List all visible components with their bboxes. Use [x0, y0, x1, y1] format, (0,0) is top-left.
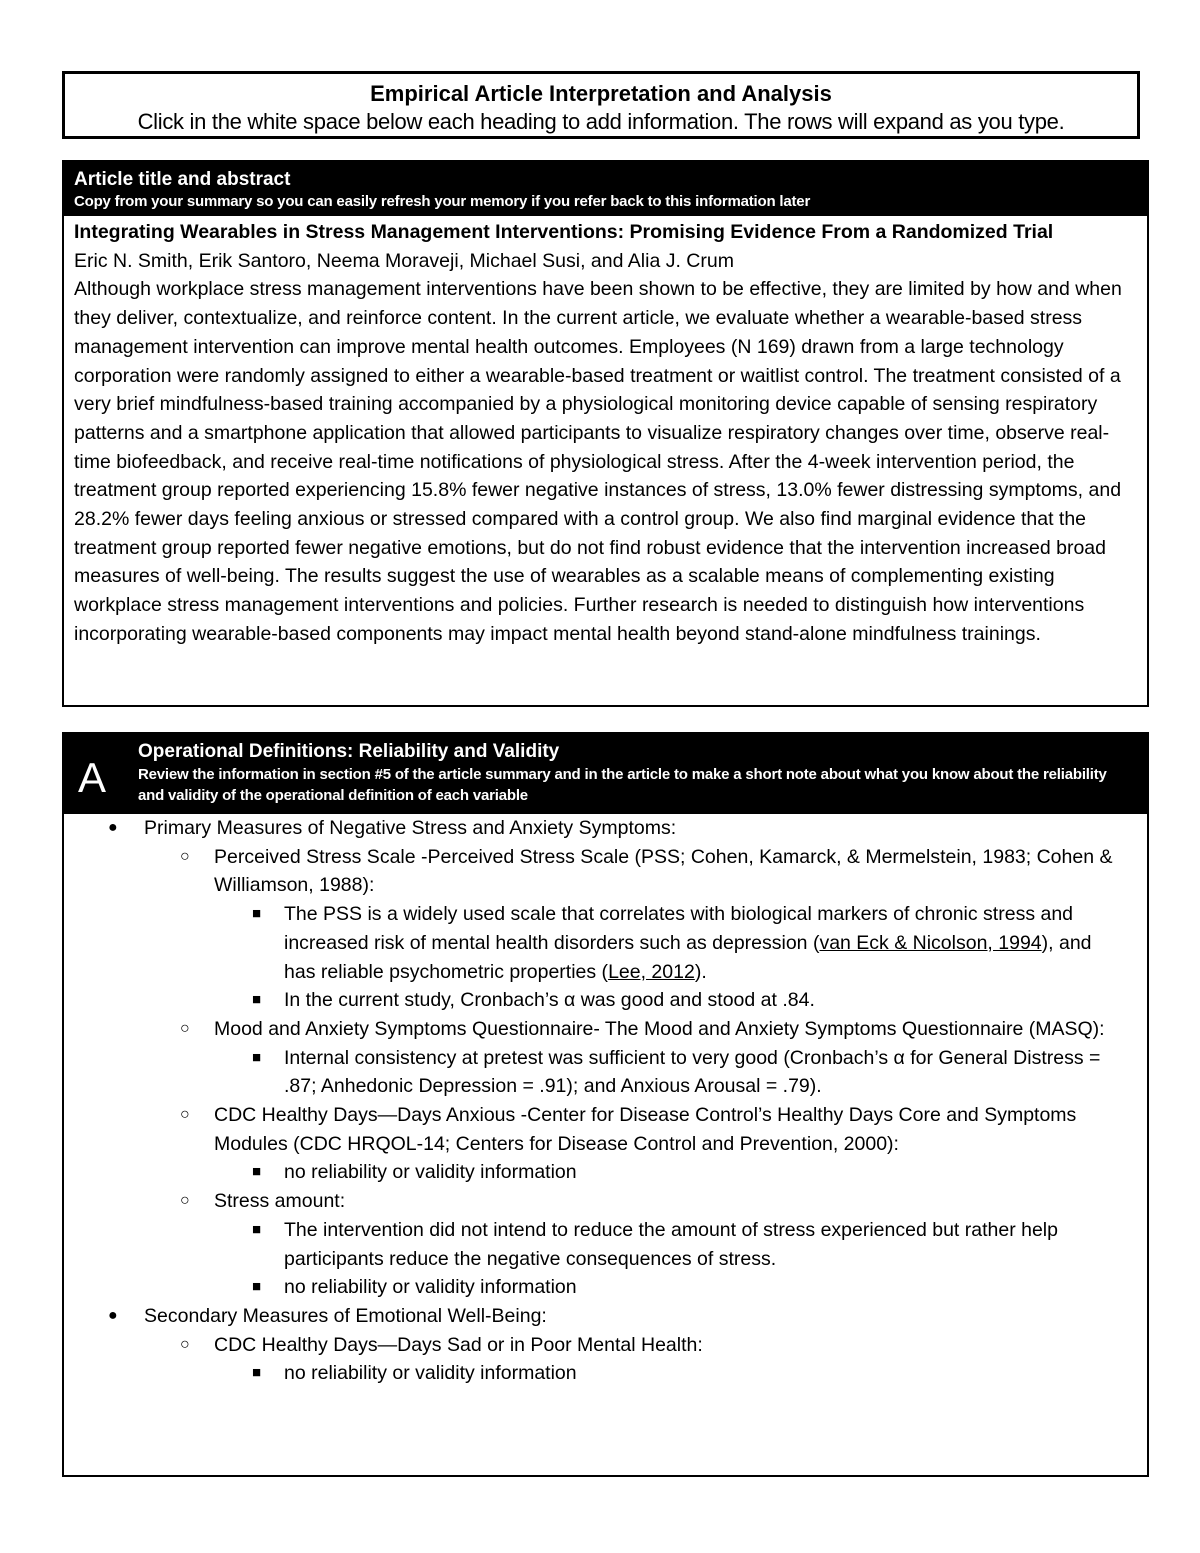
citation-link[interactable]: Lee, 2012: [608, 960, 695, 983]
section-heading: Operational Definitions: Reliability and Validity: [138, 741, 560, 762]
hollow-bullet-icon: ○: [180, 847, 190, 865]
square-bullet-icon: ■: [252, 1048, 262, 1066]
filled-bullet-icon: ●: [108, 819, 118, 836]
form-title: Empirical Article Interpretation and Analysis: [370, 81, 832, 106]
list-item: ■ The intervention did not intend to reduce the amount of stress experienced but rather help participants reduce the negative consequences of stress.: [64, 1216, 1147, 1273]
section-subheading: Copy from your summary so you can easily refresh your memory if you refer back to this information later: [74, 193, 811, 210]
section-subheading: Review the information in section #5 of the article summary and in the article to make a short note about what you know about the reliability and validity of the operational definition of each variable: [138, 766, 1107, 804]
list-item: ■ no reliability or validity information: [64, 1359, 1147, 1388]
section-header: [64, 734, 1147, 814]
list-item: ○ Stress amount:: [64, 1187, 1147, 1216]
form-instructions: Click in the white space below each heading to add information. The rows will expand as you type.: [137, 109, 1065, 134]
list-item: ■ no reliability or validity information: [64, 1158, 1147, 1187]
article-title: Integrating Wearables in Stress Management Interventions: Promising Evidence From a Randomized Trial: [74, 221, 1054, 243]
form-title-box: [62, 71, 1140, 139]
list-item: ● Secondary Measures of Emotional Well-Being:: [64, 1302, 1147, 1331]
article-title-abstract-section: [62, 160, 1149, 707]
list-item: ● Primary Measures of Negative Stress and Anxiety Symptoms:: [64, 814, 1147, 843]
square-bullet-icon: ■: [252, 905, 262, 923]
hollow-bullet-icon: ○: [180, 1106, 190, 1124]
hollow-bullet-icon: ○: [180, 1192, 190, 1210]
hollow-bullet-icon: ○: [180, 1019, 190, 1037]
section-letter: A: [78, 754, 107, 801]
list-item: ■ Internal consistency at pretest was sufficient to very good (Cronbach’s α for General Distress = .87; Anhedonic Depression = .91); and Anxious Arousal = .79).: [64, 1044, 1147, 1101]
list-item: ■ The PSS is a widely used scale that correlates with biological markers of chronic stress and increased risk of mental health disorders such as depression (van Eck & Nicolson, 1994), and has reliable psychometric properties (Lee, 2012).: [64, 900, 1147, 986]
square-bullet-icon: ■: [252, 1220, 262, 1238]
hollow-bullet-icon: ○: [180, 1335, 190, 1353]
square-bullet-icon: ■: [252, 1278, 262, 1296]
section-heading: Article title and abstract: [74, 169, 291, 190]
article-entry-field[interactable]: [64, 216, 1147, 649]
list-item: ○ Mood and Anxiety Symptoms Questionnaire- The Mood and Anxiety Symptoms Questionnaire (MASQ):: [64, 1015, 1147, 1044]
citation-link[interactable]: van Eck & Nicolson, 1994: [819, 931, 1042, 954]
section-header: [64, 162, 1147, 216]
reliability-validity-entry-field[interactable]: [64, 814, 1147, 1388]
list-item: ○ Perceived Stress Scale -Perceived Stress Scale (PSS; Cohen, Kamarck, & Mermelstein, 1983; Cohen & Williamson, 1988):: [64, 843, 1147, 900]
square-bullet-icon: ■: [252, 1364, 262, 1382]
list-item: ○ CDC Healthy Days—Days Sad or in Poor Mental Health:: [64, 1331, 1147, 1360]
article-abstract: Although workplace stress management interventions have been shown to be effective, they are limited by how and when they deliver, contextualize, and reinforce content. In the current article, we evaluate whether a wearable-based stress management intervention can improve mental health outcomes. Employees (N 169) drawn from a large technology corporation were randomly assigned to either a wearable-based treatment or waitlist control. The treatment consisted of a very brief mindfulness-based training accompanied by a physiological monitoring device capable of sensing respiratory patterns and a smartphone application that allowed participants to visualize respiratory changes over time, observe real-time biofeedback, and receive real-time notifications of physiological stress. After the 4-week intervention period, the treatment group reported experiencing 15.8% fewer negative instances of stress, 13.0% fewer distressing symptoms, and 28.2% fewer days feeling anxious or stressed compared with a control group. We also find marginal evidence that the treatment group reported fewer negative emotions, but do not find robust evidence that the intervention increased broad measures of well-being. The results suggest the use of wearables as a scalable means of complementing existing workplace stress management interventions and policies. Further research is needed to distinguish how interventions incorporating wearable-based components may impact mental health beyond stand-alone mindfulness trainings.: [74, 278, 1122, 645]
square-bullet-icon: ■: [252, 1163, 262, 1181]
operational-definitions-section: [62, 732, 1149, 1477]
square-bullet-icon: ■: [252, 991, 262, 1009]
list-item: ■ In the current study, Cronbach’s α was good and stood at .84.: [64, 986, 1147, 1015]
list-item: ○ CDC Healthy Days—Days Anxious -Center for Disease Control’s Healthy Days Core and Symptoms Modules (CDC HRQOL-14; Centers for Disease Control and Prevention, 2000):: [64, 1101, 1147, 1158]
filled-bullet-icon: ●: [108, 1306, 118, 1324]
article-authors: Eric N. Smith, Erik Santoro, Neema Moraveji, Michael Susi, and Alia J. Crum: [74, 249, 734, 272]
list-item: ■ no reliability or validity information: [64, 1273, 1147, 1302]
